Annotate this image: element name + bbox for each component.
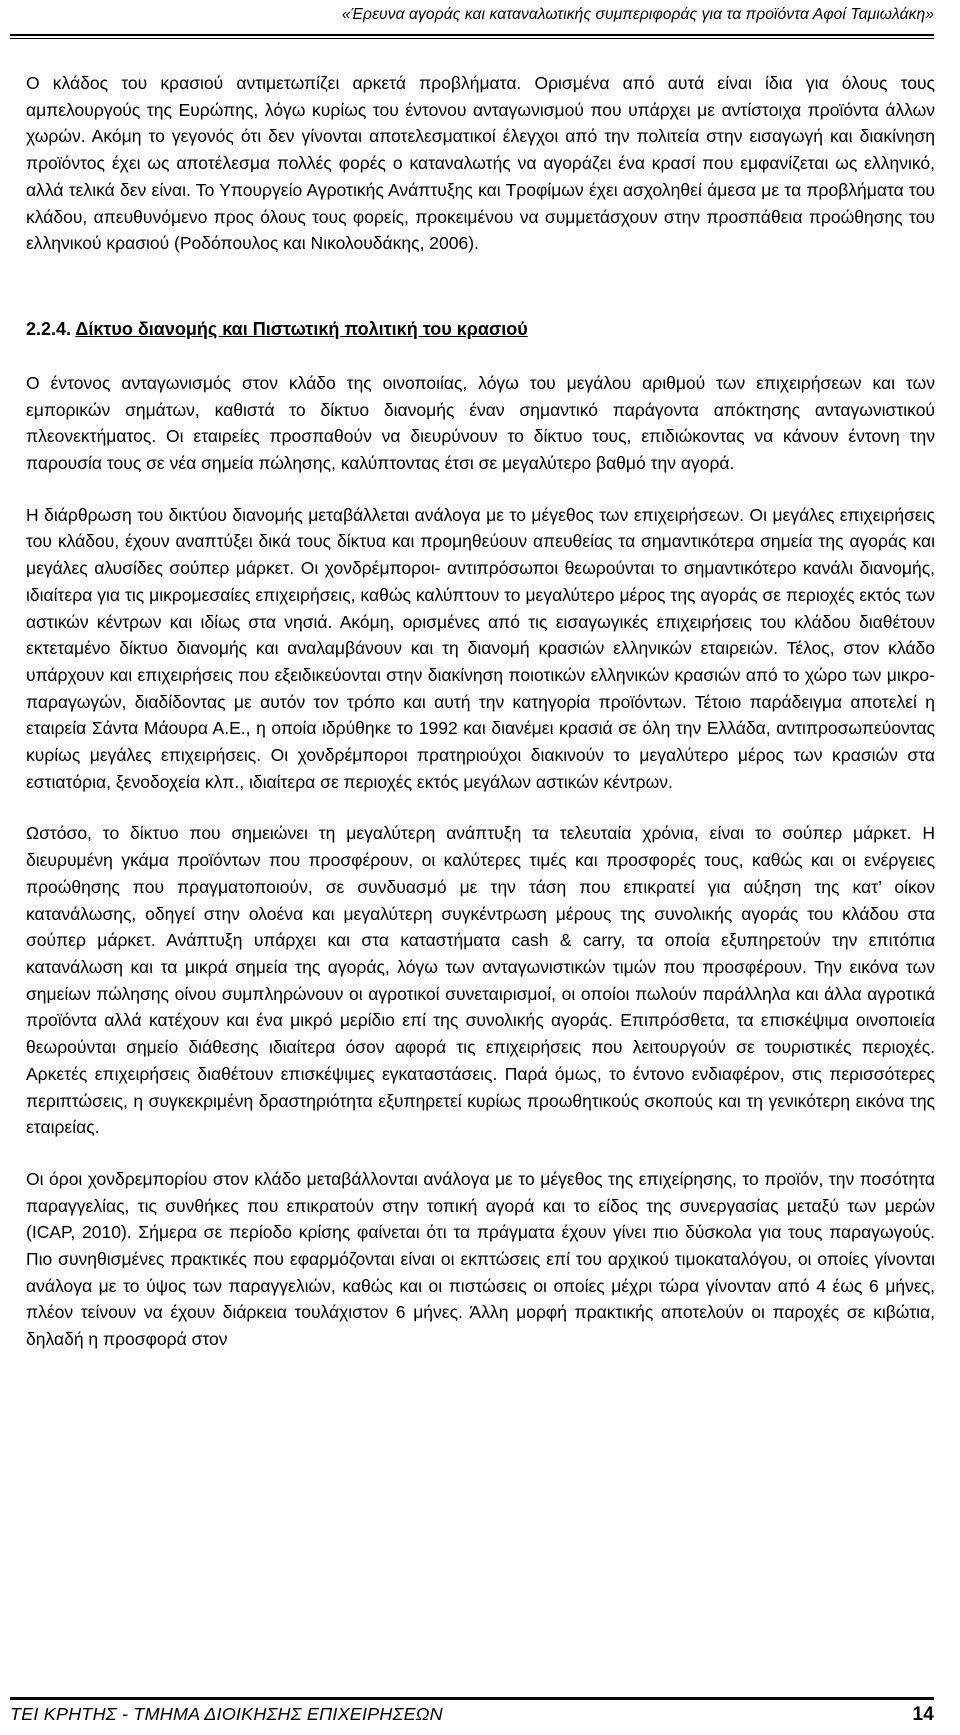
paragraph-wine-sector-problems: Ο κλάδος του κρασιού αντιμετωπίζει αρκετά προβλήματα. Ορισμένα από αυτά είναι ίδια για όλους τους αμπελουργούς της Ευρώπης, λόγω κυρίως του έντονου ανταγωνισμού που υπάρχει με αντίστοιχα προϊόντα άλλων χωρών. Ακόμη το γεγονός ότι δεν γίνονται αποτελεσματικοί έλεγχοι από την πολιτεία στην εισαγωγή και διακίνηση προϊόντος έχει ως αποτέλεσμα πολλές φορές ο καταναλωτής να αγοράζει ένα κρασί που εμφανίζεται ως ελληνικό, αλλά τελικά δεν είναι. Το Υπουργείο Αγροτικής Ανάπτυξης και Τροφίμων έχει ασχοληθεί άμεσα με τα προβλήματα του κλάδου, απευθυνόμενο προς όλους τους φορείς, προκειμένου να συμμετάσχουν στην προσπάθεια προώθησης του ελληνικού κρασιού (Ροδόπουλος και Νικολουδάκης, 2006). (26, 73, 935, 254)
section-number: 2.2.4. (26, 318, 72, 339)
page-number: 14 (912, 1704, 934, 1725)
section-heading (26, 316, 935, 342)
paragraph-supermarkets: Ωστόσο, το δίκτυο που σημειώνει τη μεγαλύτερη ανάπτυξη τα τελευταία χρόνια, είναι το σούπερ μάρκετ. Η διευρυμένη γκάμα προϊόντων που προσφέρουν, οι καλύτερες τιμές και προσφορές τους, καθώς και οι ενέργειες προώθησης που πραγματοποιούν, σε συνδυασμό με την τάση που επικρατεί για αύξηση της κατ’ οίκον κατανάλωσης, οδηγεί στην ολοένα και μεγαλύτερη συγκέντρωση μέρους της συνολικής αγοράς του κλάδου στα σούπερ μάρκετ. Ανάπτυξη υπάρχει και στα καταστήματα cash & carry, τα οποία εξυπηρετούν την επιτόπια κατανάλωση και τα μικρά σημεία της αγοράς, λόγω των ανταγωνιστικών τιμών που προσφέρουν. Την εικόνα των σημείων πώλησης οίνου συμπληρώνουν οι αγροτικοί συνεταιρισμοί, οι οποίοι πωλούν παράλληλα και άλλα αγροτικά προϊόντα αλλά κατέχουν και ένα μικρό μερίδιο επί της συνολικής αγοράς. Επιπρόσθετα, τα επισκέψιμα οινοποιεία θεωρούνται σημείο διάθεσης ιδιαίτερα όσον αφορά τις επιχειρήσεις που λειτουργούν σε τουριστικές περιοχές. Αρκετές επιχειρήσεις διαθέτουν επισκέψιμες εγκαταστάσεις. Παρά όμως, το έντονο ενδιαφέρον, στις περισσότερες περιπτώσεις, η συγκεκριμένη δραστηριότητα εξυπηρετεί κυρίως προωθητικούς σκοπούς και τη γενικότερη εικόνα της εταιρείας. (26, 823, 935, 1138)
footer-institution: ΤΕΙ ΚΡΗΤΗΣ - ΤΜΗΜΑ ΔΙΟΙΚΗΣΗΣ ΕΠΙΧΕΙΡΗΣΕΩΝ (10, 1704, 443, 1724)
paragraph-competition: Ο έντονος ανταγωνισμός στον κλάδο της οινοποιίας, λόγω του μεγάλου αριθμού των επιχειρήσεων και των εμπορικών σημάτων, καθιστά το δίκτυο διανομής έναν σημαντικό παράγοντα απόκτησης ανταγωνιστικού πλεονεκτήματος. Οι εταιρείες προσπαθούν να διευρύνουν το δίκτυο τους, επιδιώκοντας να κάνουν έντονη την παρουσία τους σε νέα σημεία πώλησης, καλύπτοντας έτσι σε μεγαλύτερο βαθμό την αγορά. (26, 372, 935, 474)
page-footer (10, 1704, 934, 1725)
section-title: Δίκτυο διανομής και Πιστωτική πολιτική του κρασιού (75, 318, 528, 339)
running-header: «Έρευνα αγοράς και καταναλωτικής συμπεριφοράς για τα προϊόντα Αφοί Ταμιωλάκη» (341, 6, 934, 23)
paragraph-wholesale-terms: Οι όροι χονδρεμπορίου στον κλάδο μεταβάλλονται ανάλογα με το μέγεθος της επιχείρησης, το προϊόν, την ποσότητα παραγγελίας, τις συνθήκες που επικρατούν στην τοπική αγορά και το είδος της συνεργασίας μεταξύ των μερών (ICAP, 2010). Σήμερα σε περίοδο κρίσης φαίνεται ότι τα πράγματα έχουν γίνει πιο δύσκολα για τους παραγωγούς. Πιο συνηθισμένες πρακτικές που εφαρμόζονται είναι οι εκπτώσεις επί του αρχικού τιμοκαταλόγου, οι οποίες γίνονται ανάλογα με το ύψος των παραγγελιών, καθώς και οι πιστώσεις οι οποίες μέχρι τώρα γίνονταν από 4 έως 6 μήνες, πλέον τείνουν να έχουν διάρκεια τουλάχιστον 6 μήνες. Άλλη μορφή πρακτικής αποτελούν οι παροχές σε κιβώτια, δηλαδή η προσφορά στον (26, 1168, 935, 1350)
page-body (26, 70, 935, 1353)
header-rule (10, 34, 934, 39)
footer-rule (10, 1697, 934, 1700)
paragraph-distribution-structure: Η διάρθρωση του δικτύου διανομής μεταβάλλεται ανάλογα με το μέγεθος των επιχειρήσεων. Οι μεγάλες επιχειρήσεις του κλάδου, έχουν αναπτύξει δικά τους δίκτυα και προμηθεύουν απευθείας τα σημαντικότερα σημεία της αγοράς και μεγάλες αλυσίδες σούπερ μάρκετ. Οι χονδρέμποροι- αντιπρόσωποι θεωρούνται το σημαντικότερο κανάλι διανομής, ιδιαίτερα για τις μικρομεσαίες επιχειρήσεις, καθώς καλύπτουν το μεγαλύτερο μέρος της αγοράς σε περιοχές εκτός των αστικών κέντρων και ιδίως στα νησιά. Ακόμη, ορισμένες από τις εισαγωγικές επιχειρήσεις του κλάδου διαθέτουν εκτεταμένο δίκτυο διανομής και αναλαμβάνουν και τη διανομή κρασιών ελληνικών εταιρειών. Τέλος, στον κλάδο υπάρχουν και επιχειρήσεις που εξειδικεύονται στην διακίνηση ποιοτικών ελληνικών κρασιών από το χώρο των μικρο- παραγωγών, διαδίδοντας με αυτόν τον τρόπο και αυτή την κατηγορία προϊόντων. Τέτοιο παράδειγμα αποτελεί η εταιρεία Σάντα Μάουρα Α.Ε., η οποία ιδρύθηκε το 1992 και διανέμει κρασιά σε όλη την Ελλάδα, αντιπροσωπεύοντας κυρίως μεγάλες επιχειρήσεις. Οι χονδρέμποροι πρατηριούχοι διακινούν το μεγαλύτερο μέρος των κρασιών στα εστιατόρια, ξενοδοχεία κλπ., ιδιαίτερα σε περιοχές εκτός μεγάλων αστικών κέντρων. (26, 504, 935, 792)
